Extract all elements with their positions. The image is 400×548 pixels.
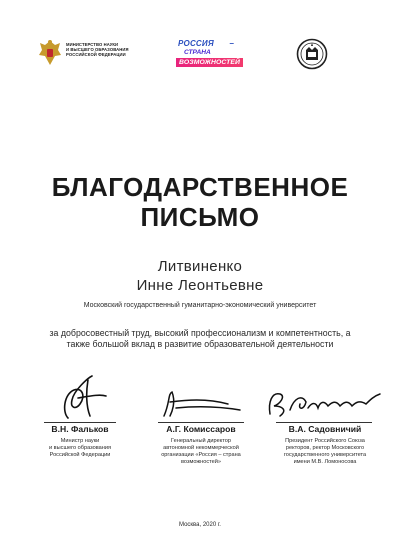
gratitude-reason: за добросовестный труд, высокий профессионализм и компетентность, а также большой вклад в развитие образовательной деятельности	[49, 328, 351, 349]
signatory-block-3	[262, 372, 388, 492]
platform-logo-line1: РОССИЯ	[178, 39, 214, 48]
signatory-role: Министр науки и высшего образования Российской Федерации	[49, 438, 111, 458]
recipient-given-name: Инне Леонтьевне	[136, 277, 264, 294]
signatory-block-1	[30, 372, 130, 472]
signatory-name: А.Г. Комиссаров	[166, 424, 236, 434]
recipient-organization: Московский государственный гуманитарно-экономический университет	[83, 302, 317, 309]
signatory-role: Генеральный директор автономной некоммерческой организации «Россия – страна возможностей»	[161, 438, 241, 465]
coat-of-arms-icon	[36, 38, 64, 68]
signature-image-falkov	[30, 372, 130, 422]
recipient-surname: Литвиненко	[157, 258, 243, 275]
platform-logo	[174, 38, 241, 70]
signatory-name: В.А. Садовничий	[288, 424, 362, 434]
rectors-union-emblem	[296, 38, 328, 70]
emblem-icon	[296, 38, 328, 70]
signatory-role: Президент Российского Союза ректоров, ректор Московского государственного университета имени М.В. Ломоносова	[283, 438, 367, 465]
platform-logo-line4: ВОЗМОЖНОСТЕЙ	[176, 58, 243, 67]
letter-title-line1: БЛАГОДАРСТВЕННОЕ	[51, 172, 349, 202]
letter-title-line2: ПИСЬМО	[140, 202, 260, 232]
signature-image-komissarov	[146, 372, 256, 422]
ministry-logo-text: МИНИСТЕРСТВО НАУКИ И ВЫСШЕГО ОБРАЗОВАНИЯ РОССИЙСКОЙ ФЕДЕРАЦИИ	[66, 42, 129, 57]
signature-image-sadovnichy	[262, 372, 388, 422]
platform-logo-line3: СТРАНА	[184, 49, 211, 56]
ministry-logo	[36, 38, 132, 68]
platform-logo-dash: –	[229, 39, 234, 48]
signatory-block-2	[146, 372, 256, 492]
place-and-date: Москва, 2020 г.	[179, 522, 221, 528]
signatory-name: В.Н. Фальков	[51, 424, 109, 434]
